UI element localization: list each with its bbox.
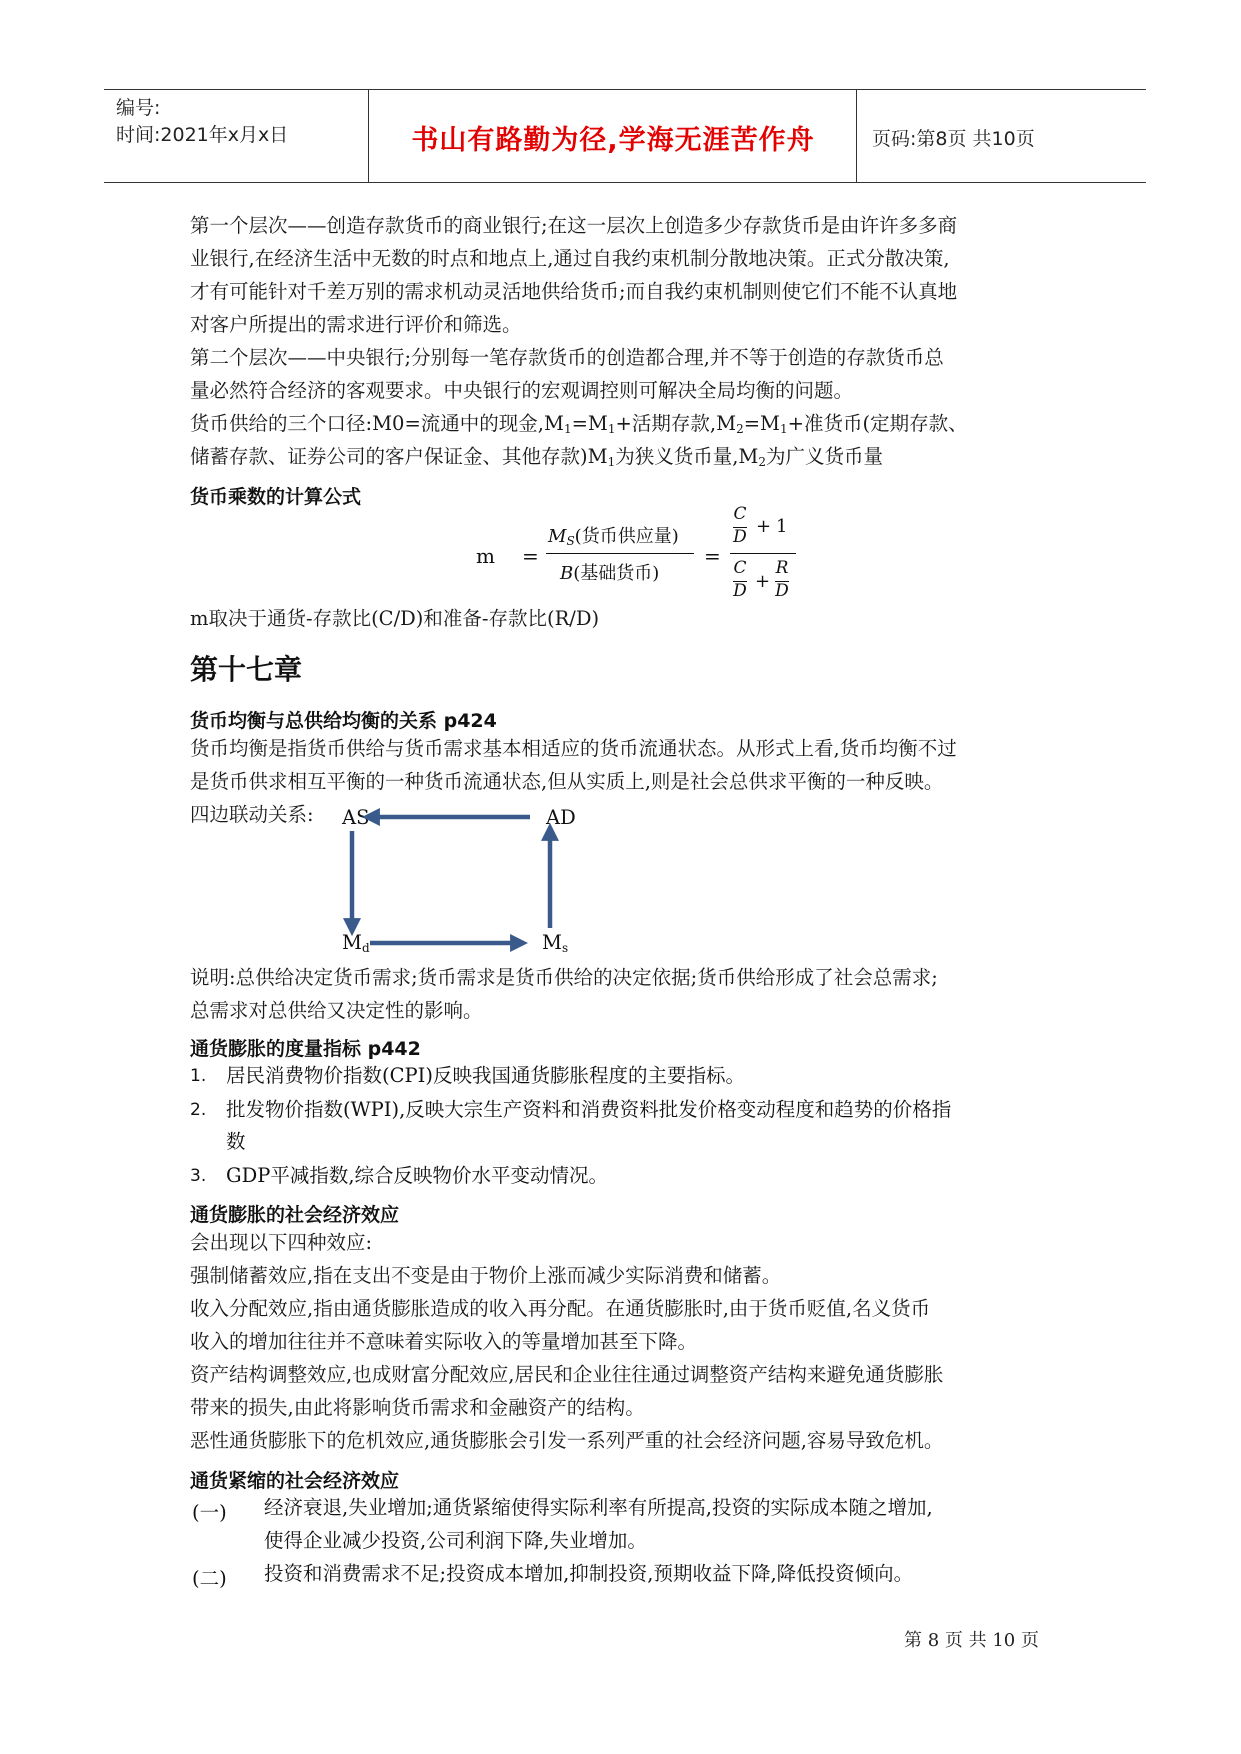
- paragraph-line: 会出现以下四种效应:: [190, 1231, 373, 1254]
- list-item-number: (一): [192, 1501, 227, 1524]
- linkage-diagram: [330, 795, 570, 965]
- list-item: 批发物价指数(WPI),反映大宗生产资料和消费资料批发价格变动程度和趋势的价格指: [226, 1098, 952, 1121]
- symbol-d: D: [733, 527, 747, 547]
- diagram-label-as: AS: [342, 806, 370, 829]
- list-item-number: 3.: [190, 1166, 207, 1186]
- paragraph-line: 是货币供求相互平衡的一种货币流通状态,但从实质上,则是社会总供求平衡的一种反映。: [190, 770, 944, 793]
- paragraph-line: 量必然符合经济的客观要求。中央银行的宏观调控则可解决全局均衡的问题。: [190, 379, 854, 402]
- text-span: =M: [743, 412, 781, 435]
- paragraph-line: 第二个层次——中央银行;分别每一笔存款货币的创造都合理,并不等于创造的存款货币总: [190, 346, 944, 369]
- section-heading: 通货膨胀的度量指标 p442: [190, 1038, 421, 1060]
- subscript: 1: [607, 455, 616, 469]
- number-one: 1: [776, 516, 788, 537]
- subscript: 1: [563, 422, 572, 436]
- subscript: s: [561, 941, 569, 955]
- paragraph-line: 才有可能针对千差万别的需求机动灵活地供给货币;而自我约束机制则使它们不能不认真地: [190, 280, 958, 303]
- fraction-bar: [546, 553, 694, 554]
- page-footer: 第 8 页 共 10 页: [904, 1630, 1039, 1651]
- section-heading: 通货紧缩的社会经济效应: [190, 1470, 400, 1492]
- symbol-b: B: [560, 563, 574, 584]
- money-supply-line-2: [190, 441, 883, 478]
- header-mid-cell: [370, 90, 857, 182]
- formula-equals: =: [522, 544, 539, 568]
- paragraph-line: 资产结构调整效应,也成财富分配效应,居民和企业往往通过调整资产结构来避免通货膨胀: [190, 1363, 944, 1386]
- list-item: 投资和消费需求不足;投资成本增加,抑制投资,预期收益下降,降低投资倾向。: [264, 1562, 914, 1585]
- formula-numerator: [548, 522, 679, 548]
- formula-equals: =: [704, 544, 721, 568]
- paragraph-line: 收入分配效应,指由通货膨胀造成的收入再分配。在通货膨胀时,由于货币贬值,名义货币: [190, 1297, 931, 1320]
- list-item: GDP平减指数,综合反映物价水平变动情况。: [226, 1164, 609, 1187]
- symbol-c: C: [733, 558, 747, 578]
- subscript: 2: [736, 422, 744, 436]
- text-span: 储蓄存款、证券公司的客户保证金、其他存款)M: [190, 445, 608, 468]
- money-supply-line: [190, 408, 968, 445]
- document-time-label: 时间:2021年x月x日: [116, 124, 289, 146]
- text-span: 货币供给的三个口径:M0=流通中的现金,M: [190, 412, 564, 435]
- subscript: 1: [780, 422, 788, 436]
- diagram-caption: 四边联动关系:: [190, 803, 314, 826]
- paragraph-line: 业银行,在经济生活中无数的时点和地点上,通过自我约束机制分散地决策。正式分散决策,: [190, 247, 950, 270]
- subscript: 2: [758, 455, 767, 469]
- paragraph-line: 收入的增加往往并不意味着实际收入的等量增加甚至下降。: [190, 1330, 698, 1353]
- paragraph-line: 第一个层次——创造存款货币的商业银行;在这一层次上创造多少存款货币是由许许多多商: [190, 214, 958, 237]
- symbol-d: D: [733, 581, 747, 601]
- text-span: M: [342, 931, 362, 954]
- section-heading: 通货膨胀的社会经济效应: [190, 1204, 400, 1226]
- plus-sign: +: [756, 516, 772, 537]
- paragraph-line: 对客户所提出的需求进行评价和筛选。: [190, 313, 522, 336]
- list-item-continuation: 数: [226, 1130, 246, 1153]
- plus-sign: +: [755, 571, 771, 592]
- text-span: +准货币(定期存款、: [787, 412, 968, 435]
- text-span: 为狭义货币量,M: [615, 445, 759, 468]
- list-item-number: 1.: [190, 1066, 207, 1086]
- denominator-text: (基础货币): [573, 563, 660, 584]
- list-item-number: 2.: [190, 1100, 207, 1120]
- money-multiplier-formula: [476, 504, 789, 602]
- symbol-r: R: [775, 558, 789, 578]
- text-span: M: [542, 931, 562, 954]
- subscript: 1: [607, 422, 616, 436]
- formula-denominator: [560, 559, 659, 585]
- numerator-text: (货币供应量): [574, 526, 679, 547]
- list-item: 经济衰退,失业增加;通货紧缩使得实际利率有所提高,投资的实际成本随之增加,: [264, 1496, 933, 1519]
- formula-lhs: m: [476, 544, 495, 568]
- symbol-m: M: [548, 526, 567, 547]
- chapter-title: 第十七章: [190, 653, 303, 686]
- header-motto: 书山有路勤为径,学海无涯苦作舟: [411, 125, 815, 156]
- paragraph-line: 带来的损失,由此将影响货币需求和金融资产的结构。: [190, 1396, 645, 1419]
- symbol-c: C: [733, 504, 747, 524]
- text-span: +活期存款,M: [615, 412, 737, 435]
- text-span: 为广义货币量: [766, 445, 884, 468]
- list-item: 居民消费物价指数(CPI)反映我国通货膨胀程度的主要指标。: [226, 1064, 745, 1087]
- paragraph-line: 说明:总供给决定货币需求;货币需求是货币供给的决定依据;货币供给形成了社会总需求;: [190, 966, 938, 989]
- formula-note: m取决于通货-存款比(C/D)和准备-存款比(R/D): [190, 607, 600, 630]
- header-left-cell: [104, 90, 369, 182]
- formula-heading: 货币乘数的计算公式: [190, 486, 362, 508]
- paragraph-line: 强制储蓄效应,指在支出不变是由于物价上涨而减少实际消费和储蓄。: [190, 1264, 782, 1287]
- header-right-cell: [858, 90, 1146, 182]
- list-item-number: (二): [192, 1567, 227, 1590]
- text-span: =M: [571, 412, 608, 435]
- list-item-continuation: 使得企业减少投资,公司利润下降,失业增加。: [264, 1529, 647, 1552]
- page-header: [104, 89, 1146, 183]
- paragraph-line: 货币均衡是指货币供给与货币需求基本相适应的货币流通状态。从形式上看,货币均衡不过: [190, 737, 957, 760]
- paragraph-line: 总需求对总供给又决定性的影响。: [190, 999, 483, 1022]
- document-number-label: 编号:: [116, 97, 161, 119]
- symbol-d: D: [775, 581, 789, 601]
- subscript: d: [361, 941, 370, 955]
- symbol-s: S: [566, 534, 575, 548]
- diagram-label-ad: AD: [546, 806, 576, 829]
- fraction-bar: [730, 553, 796, 554]
- paragraph-line: 恶性通货膨胀下的危机效应,通货膨胀会引发一系列严重的社会经济问题,容易导致危机。: [190, 1429, 944, 1452]
- header-page-info: 页码:第8页 共10页: [872, 128, 1035, 150]
- section-heading: 货币均衡与总供给均衡的关系 p424: [190, 710, 497, 732]
